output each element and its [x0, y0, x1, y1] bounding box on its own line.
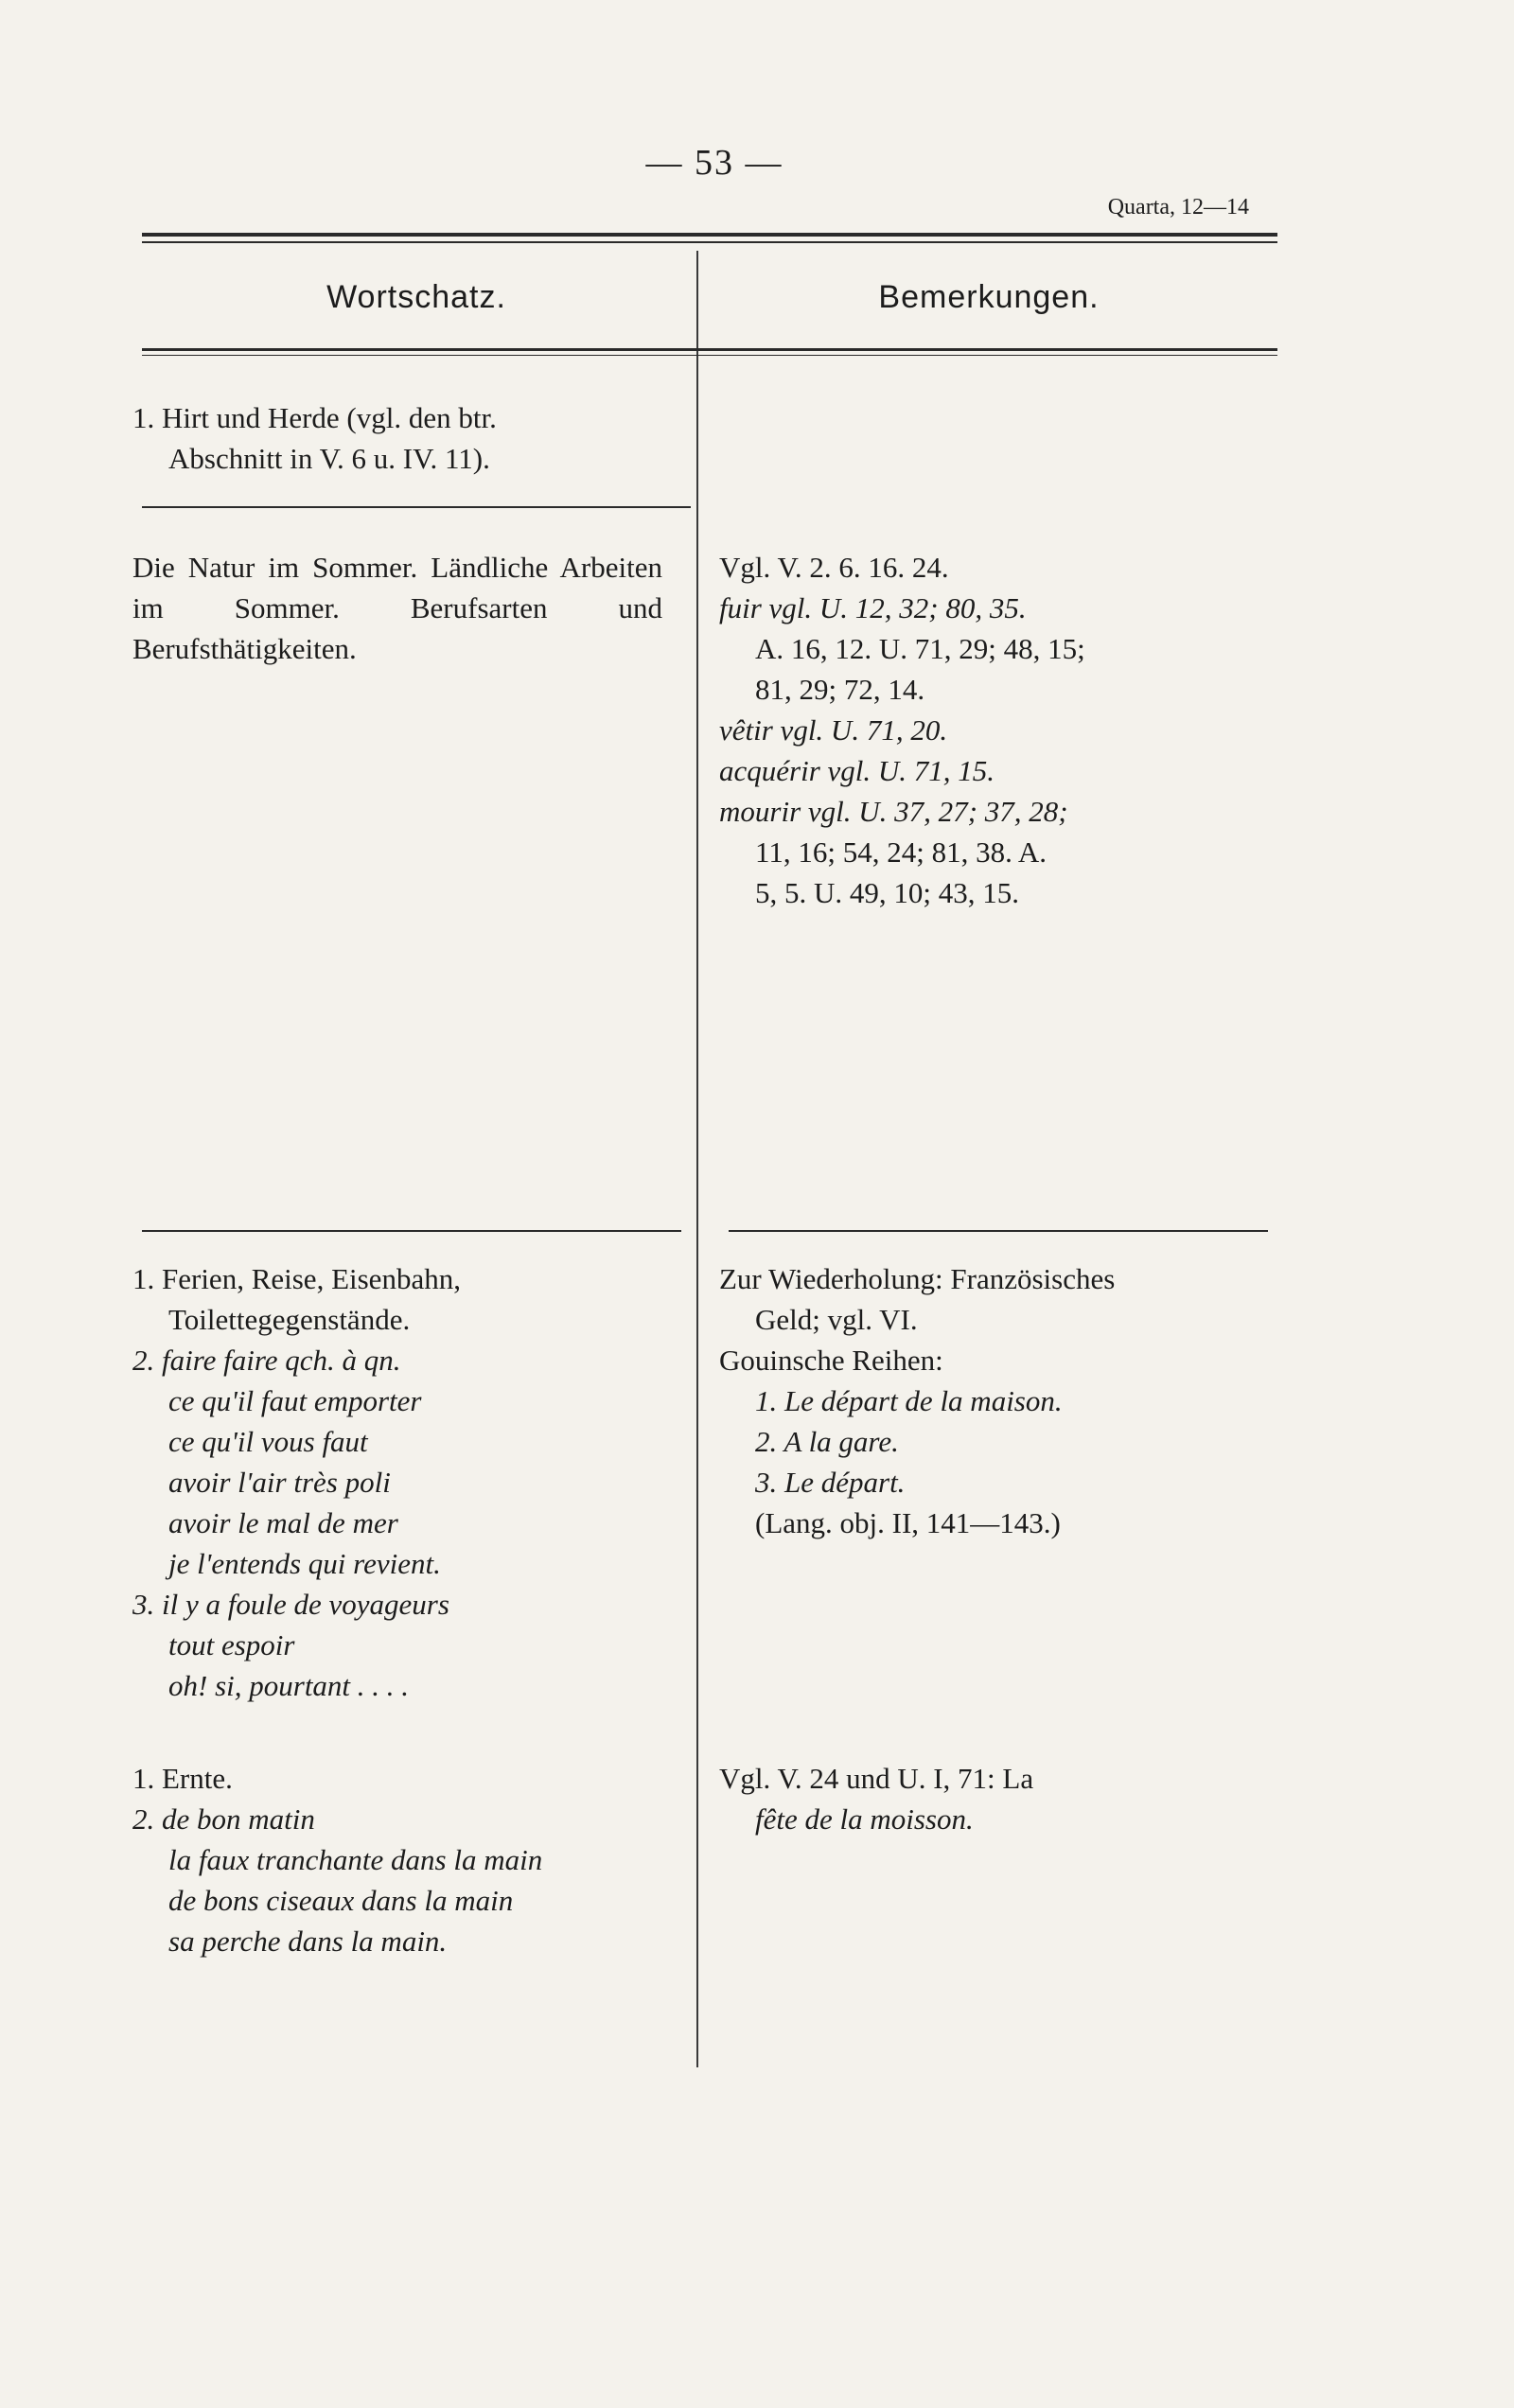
section3-vocab-11: oh! si, pourtant . . . . [168, 1669, 410, 1702]
section3-vocab-5: ce qu'il vous faut [168, 1425, 368, 1458]
section2-note-4: 81, 29; 72, 14. [755, 673, 925, 706]
column-header-right: Bemerkungen. [878, 279, 1100, 315]
running-head: Quarta, 12—14 [1107, 195, 1249, 220]
section3-note-6: 3. Le départ. [755, 1466, 906, 1499]
section3-left [132, 1258, 691, 1706]
section3-vocab-10: tout espoir [168, 1628, 295, 1661]
section4-vocab-4: de bons ciseaux dans la main [168, 1884, 514, 1917]
section4-vocab-5: sa perche dans la main. [168, 1925, 448, 1958]
section4-vocab-3: la faux tranchante dans la main [168, 1843, 543, 1876]
top-rule-thick [142, 233, 1277, 237]
section3-vocab-4: ce qu'il faut emporter [168, 1384, 422, 1417]
section4-right [719, 1758, 1287, 1839]
section3-rule-left [142, 1230, 681, 1232]
header-rule-thin [142, 355, 1277, 356]
section2-note-1: Vgl. V. 2. 6. 16. 24. [719, 551, 949, 584]
section3-note-3: Gouinsche Reihen: [719, 1344, 943, 1377]
section3-vocab-8: je l'entends qui revient. [168, 1547, 441, 1580]
section1-left [132, 397, 691, 479]
section3-right [719, 1258, 1287, 1543]
section4-left [132, 1758, 691, 1961]
section2-left [132, 547, 662, 669]
column-header-left: Wortschatz. [326, 279, 506, 315]
section3-note-5: 2. A la gare. [755, 1425, 899, 1458]
header-rule-thick [142, 348, 1277, 351]
section2-note-2: fuir vgl. U. 12, 32; 80, 35. [719, 591, 1027, 624]
section4-note-2: fête de la moisson. [755, 1802, 974, 1836]
section1-rule [142, 506, 691, 508]
section3-vocab-1: 1. Ferien, Reise, Eisenbahn, [132, 1262, 461, 1295]
section3-vocab-7: avoir le mal de mer [168, 1506, 398, 1539]
section3-vocab-3: 2. faire faire qch. à qn. [132, 1344, 401, 1377]
section3-vocab-9: 3. il y a foule de voyageurs [132, 1588, 449, 1621]
column-divider [696, 251, 698, 2067]
section3-note-4: 1. Le départ de la maison. [755, 1384, 1063, 1417]
section1-line-1: 1. Hirt und Herde (vgl. den btr. [132, 401, 497, 434]
section2-topic: Die Natur im Sommer. Ländliche Arbeiten im Sommer. Berufsarten und Berufsthätigkeiten. [132, 551, 662, 665]
section3-rule-right [729, 1230, 1268, 1232]
page-number: — 53 — [645, 143, 783, 183]
section2-note-3: A. 16, 12. U. 71, 29; 48, 15; [755, 632, 1085, 665]
section3-vocab-2: Toilettegegenstände. [168, 1303, 411, 1336]
section3-note-1: Zur Wiederholung: Französisches [719, 1262, 1116, 1295]
section3-note-2: Geld; vgl. VI. [755, 1303, 918, 1336]
section4-vocab-2: 2. de bon matin [132, 1802, 315, 1836]
section2-note-5: vêtir vgl. U. 71, 20. [719, 713, 948, 747]
section2-note-9: 5, 5. U. 49, 10; 43, 15. [755, 876, 1019, 909]
section2-note-7: mourir vgl. U. 37, 27; 37, 28; [719, 795, 1068, 828]
section4-note-1: Vgl. V. 24 und U. I, 71: La [719, 1762, 1034, 1795]
section3-note-7: (Lang. obj. II, 141—143.) [755, 1506, 1061, 1539]
section2-note-8: 11, 16; 54, 24; 81, 38. A. [755, 835, 1047, 869]
section1-line-2: Abschnitt in V. 6 u. IV. 11). [168, 442, 490, 475]
section2-note-6: acquérir vgl. U. 71, 15. [719, 754, 995, 787]
top-rule-thin [142, 241, 1277, 243]
section2-right [719, 547, 1287, 913]
section4-vocab-1: 1. Ernte. [132, 1762, 233, 1795]
section3-vocab-6: avoir l'air très poli [168, 1466, 391, 1499]
